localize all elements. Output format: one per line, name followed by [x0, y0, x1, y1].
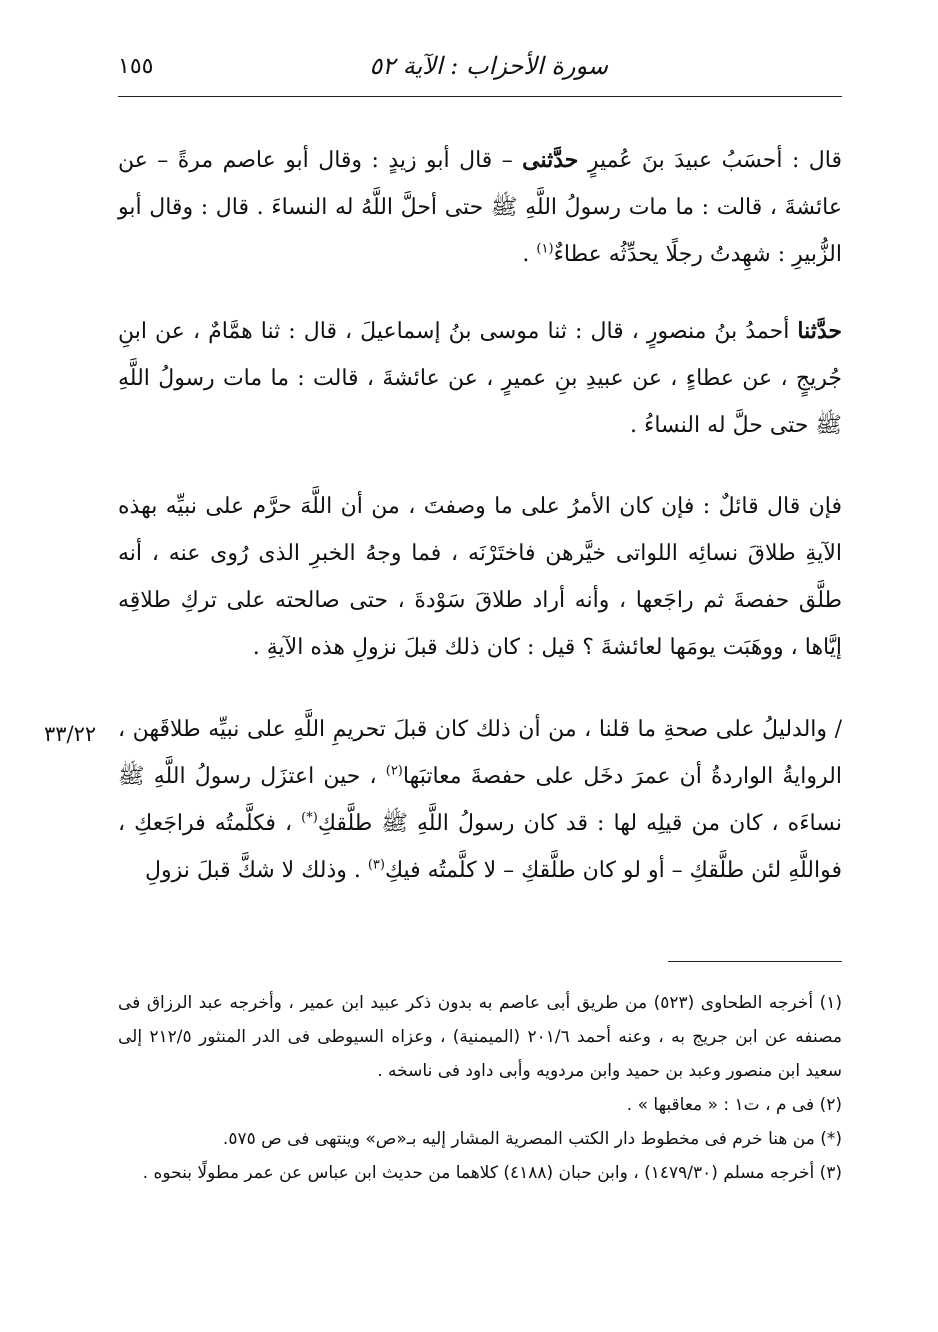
- paragraph-1-rest: – قال أبو زيدٍ : وقال أبو عاصم مرةً – عن عائشةَ ، قالت : ما مات رسولُ اللَّهِ ﷺ حتى أحلَّ اللَّهُ له النساءَ . قال : وقال أبو الزُّبيرِ : شهِدتُ رجلًا يحدِّثُه عطاءٌ: [118, 148, 842, 267]
- paragraph-2-bold: حدَّثنا: [797, 318, 843, 344]
- paragraph-1: [118, 137, 842, 278]
- paragraph-2: [118, 308, 842, 449]
- footnote-1: (١) أخرجه الطحاوى (٥٢٣) من طريق أبى عاصم به بدون ذكر عبيد ابن عمير ، وأخرجه عبد الرزاق فى مصنفه عن ابن جريج به ، وعنه أحمد ٢٠١/٦ (الميمنية) ، وعزاه السيوطى فى الدر المنثور ٢١٢/٥ إلى سعيد ابن منصور وعبد بن حميد وابن مردويه وأبى داود فى ناسخه .: [118, 993, 842, 1081]
- footnote-star: (*) من هنا خرم فى مخطوط دار الكتب المصرية المشار إليه بـ«ص» وينتهى فى ص ٥٧٥.: [222, 1129, 842, 1149]
- footnote-marker-3: (٣): [367, 857, 385, 873]
- footnote-2: (٢) فى م ، ت١ : « معاقبها » .: [626, 1095, 842, 1115]
- paragraph-3: [118, 483, 842, 671]
- footnote-marker-star: (*): [301, 810, 318, 826]
- paragraph-2-rest: أحمدُ بنُ منصورٍ ، قال : ثنا موسى بنُ إسماعيلَ ، قال : ثنا همَّامٌ ، عن ابنِ جُريجٍ ، عن عطاءٍ ، عن عبيدِ بنِ عميرٍ ، عن عائشةَ ، قالت : ما مات رسولُ اللَّهِ ﷺ حتى حلَّ له النساءُ .: [118, 319, 842, 438]
- footnotes: [118, 986, 842, 1190]
- header-rule: [118, 96, 842, 97]
- paragraph-4: [118, 706, 842, 894]
- paragraph-4-part4: . وذلك لا شكَّ قبلَ نزولِ: [145, 858, 368, 883]
- paragraph-1-end: .: [522, 242, 537, 267]
- margin-reference: ٣٣/٢٢: [44, 722, 97, 746]
- footnote-rule: [668, 961, 842, 962]
- page-number: ١٥٥: [118, 54, 154, 79]
- footnote-marker-2: (٢): [385, 763, 403, 779]
- paragraph-1-text: قال : أحسَبُ عبيدَ بنَ عُميرٍ: [587, 148, 842, 173]
- paragraph-3-text: فإن قال قائلٌ : فإن كان الأمرُ على ما وصفتَ ، من أن اللَّهَ حرَّم على نبيِّه بهذه الآيةِ طلاقَ نسائِه اللواتى خيَّرهن فاختَرْنَه ، فما وجهُ الخبرِ الذى رُوى عنه ، أنه طلَّق حفصةَ ثم راجَعها ، وأنه أراد طلاقَ سَوْدةَ ، حتى صالحته على تركِ طلاقِه إيَّاها ، ووهَبَت يومَها لعائشةَ ؟ قيل : كان ذلك قبلَ نزولِ هذه الآيةِ .: [118, 494, 843, 660]
- paragraph-4-part3: ، فكلَّمتُه فراجَعكِ ، فواللَّهِ لئن طلَّقكِ – أو لو كان طلَّقكِ – لا كلَّمتُه فيكِ: [118, 811, 842, 883]
- header-title: سورة الأحزاب : الآية ٥٢: [369, 52, 608, 80]
- footnote-3: (٣) أخرجه مسلم (١٤٧٩/٣٠) ، وابن حبان (٤١٨٨) كلاهما من حديث ابن عباس عن عمر مطولًا بنحوه .: [142, 1163, 842, 1183]
- paragraph-1-bold: حدَّثنى: [522, 147, 579, 173]
- running-header: [118, 52, 840, 92]
- paragraph-4-part2: ، حين اعتزَل رسولُ اللَّهِ ﷺ نساءَه ، كان من قيلِه لها : قد كان رسولُ اللَّهِ ﷺ طلَّقكِ: [118, 764, 843, 836]
- footnote-marker-1: (١): [536, 241, 554, 257]
- paragraph-4-part1: / والدليلُ على صحةِ ما قلنا ، من أن ذلك كان قبلَ تحريمِ اللَّهِ على نبيِّه طلاقَهن ، الروايةُ الواردةُ أن عمرَ دخَل على حفصةَ معاتبَها: [118, 717, 842, 789]
